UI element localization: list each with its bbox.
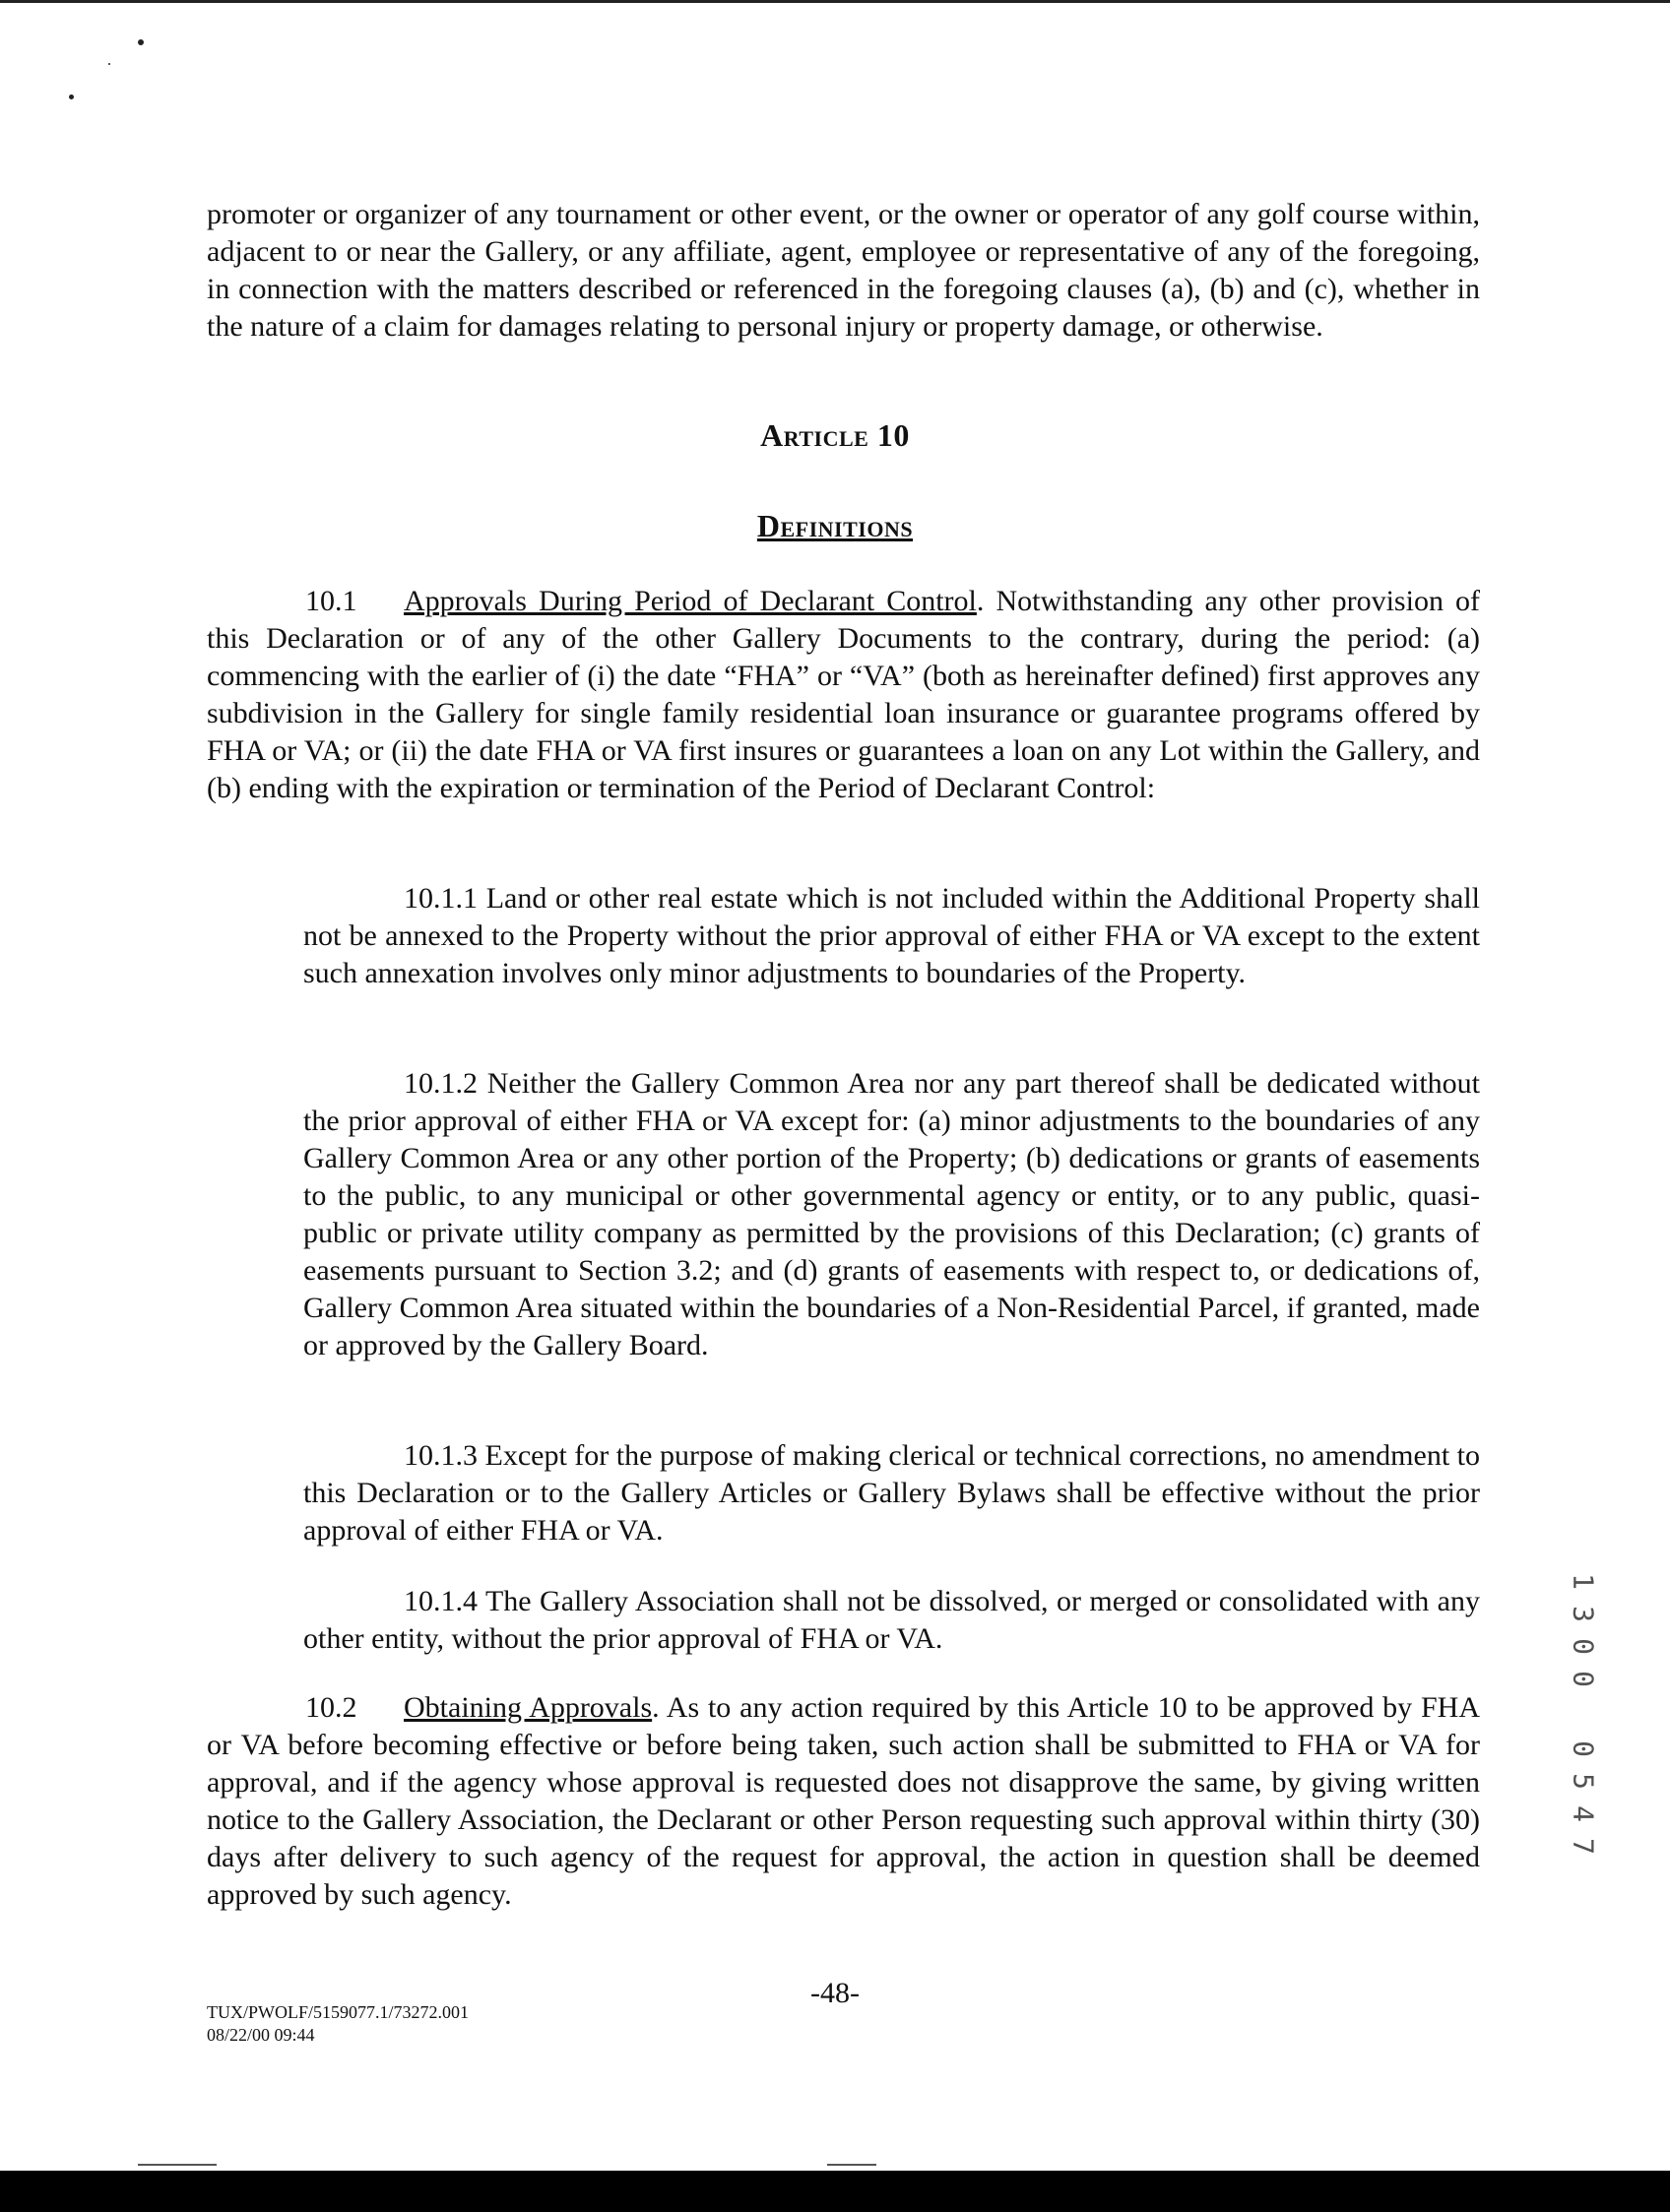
scan-bottom-band <box>0 2171 1670 2212</box>
article-label: Article 10 <box>760 417 910 453</box>
subsection-10-1-2 <box>303 1065 1480 1364</box>
subsection-number: 10.1.1 <box>404 882 478 915</box>
subsection-number: 10.1.2 <box>404 1067 478 1100</box>
section-body: . As to any action required by this Article 10 to be approved by FHA or VA before becoming effective or before being taken, such action shall be submitted to FHA or VA for approval, and if the agency whose approval is requested does not disapprove the same, by giving written notice to the Gallery Association, the Declarant or other Person requesting such approval within thirty (30) days after delivery to such agency of the request for approval, the action in question shall be deemed approved by such agency. <box>207 1691 1480 1911</box>
section-number: 10.2 <box>305 1691 357 1724</box>
scan-speck <box>138 39 144 45</box>
subsection-10-1-4 <box>303 1583 1480 1658</box>
scan-top-edge <box>0 0 1670 3</box>
subsection-body: The Gallery Association shall not be dissolved, or merged or consolidated with any other entity, without the prior approval of FHA or VA. <box>303 1585 1480 1655</box>
section-heading: Obtaining Approvals <box>404 1691 653 1724</box>
section-body: . Notwithstanding any other provision of this Declaration or of any of the other Gallery Documents to the contrary, during the period: (a) commencing with the earlier of (i) the date “FHA” or “VA” (both as hereinafter defined) first approves any subdivision in the Gallery for single family residential loan insurance or guarantee programs offered by FHA or VA; or (ii) the date FHA or VA first insures or guarantees a loan on any Lot within the Gallery, and (b) ending with the expiration or termination of the Period of Declarant Control: <box>207 585 1481 804</box>
margin-stamp-upper <box>1567 1565 1600 1695</box>
section-10-2 <box>207 1689 1480 1914</box>
subsection-number: 10.1.3 <box>404 1439 478 1472</box>
continuation-paragraph: promoter or organizer of any tournament or other event, or the owner or operator of any golf course within, adjacent to or near the Gallery, or any affiliate, agent, employee or representative of any of the foregoing, in connection with the matters described or referenced in the foregoing clauses (a), (b) and (c), whether in the nature of a claim for damages relating to personal injury or property damage, or otherwise. <box>207 198 1480 343</box>
margin-stamp-digit: 5 <box>1567 1773 1600 1790</box>
subsection-body: Neither the Gallery Common Area nor any part thereof shall be dedicated without the prior approval of either FHA or VA except for: (a) minor adjustments to the boundaries of any Gallery Common Area or any other portion of the Property; (b) dedications or grants of easements to the public, to any municipal or other governmental agency or entity, or to any public, quasi-public or private utility company as permitted by the provisions of this Declaration; (c) grants of easements pursuant to Section 3.2; and (d) grants of easements with respect to, or dedications of, Gallery Common Area situated within the boundaries of a Non-Residential Parcel, if granted, made or approved by the Gallery Board. <box>303 1067 1481 1361</box>
document-id: TUX/PWOLF/5159077.1/73272.001 <box>207 2002 470 2022</box>
subsection-body: Land or other real estate which is not included within the Additional Property shall not be annexed to the Property without the prior approval of either FHA or VA except to the extent such annexation involves only minor adjustments to boundaries of the Property. <box>303 882 1480 989</box>
subsection-number: 10.1.4 <box>404 1585 478 1617</box>
subsection-10-1-3 <box>303 1437 1480 1549</box>
scan-speck <box>69 95 74 99</box>
document-date: 08/22/00 09:44 <box>207 2025 315 2045</box>
margin-stamp-digit: 0 <box>1567 1638 1600 1655</box>
section-10-1 <box>207 583 1480 807</box>
scan-bottom-edge <box>138 2164 217 2166</box>
margin-stamp-lower-text <box>1567 1733 1600 1863</box>
section-heading: Approvals During Period of Declarant Control <box>404 585 977 617</box>
margin-stamp-digit: 1 <box>1567 1573 1600 1590</box>
margin-stamp-digit: 0 <box>1567 1671 1600 1687</box>
article-title: Definitions <box>756 508 914 543</box>
scan-bottom-edge <box>827 2164 876 2166</box>
margin-stamp-digit: 7 <box>1567 1838 1600 1855</box>
margin-stamp-digit: 4 <box>1567 1805 1600 1822</box>
margin-stamp-digit: 0 <box>1567 1740 1600 1757</box>
subsection-10-1-1 <box>303 880 1480 992</box>
margin-stamp-upper-text <box>1567 1565 1600 1695</box>
margin-stamp-lower <box>1567 1733 1600 1863</box>
subsection-body: Except for the purpose of making clerical or technical corrections, no amendment to this Declaration or to the Gallery Articles or Gallery Bylaws shall be effective without the prior approval of either FHA or VA. <box>303 1439 1481 1547</box>
margin-stamp-digit: 3 <box>1567 1606 1600 1622</box>
section-number: 10.1 <box>305 585 357 617</box>
scan-speck <box>108 63 110 65</box>
page-number: -48- <box>810 1977 860 2009</box>
